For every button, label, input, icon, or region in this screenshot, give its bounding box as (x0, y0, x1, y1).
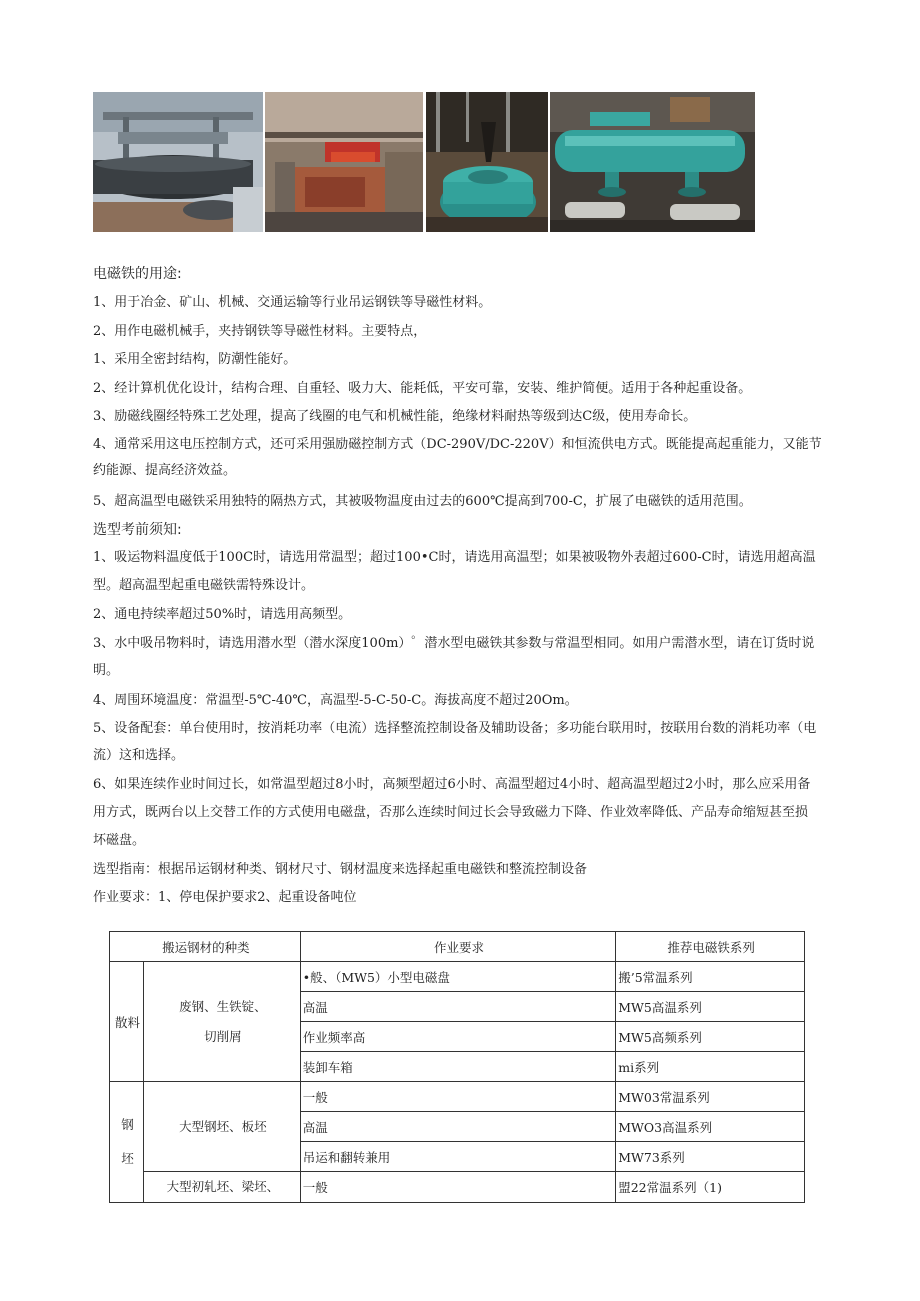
table-row (110, 1082, 805, 1112)
selection-guide: 选型指南：根据吊运钢材种类、钢材尺寸、钢材温度来选择起重电磁铁和整流控制设备 (93, 862, 588, 877)
feature-line: 3、励磁线圈经特殊工艺处理，提高了线圈的电气和机械性能，绝缘材料耐热等级到达C级，使用寿命长。 (93, 409, 697, 424)
recommendation-cell: 盟22常温系列（1) (616, 1172, 805, 1203)
usage-title: 电磁铁的用途: (93, 266, 182, 282)
usage-line: 2、用作电磁机械手，夹持钢铁等导磁性材料。主要特点， (93, 324, 427, 339)
note-line-cont: 明。 (93, 663, 120, 678)
category-label: 钢 (121, 1117, 134, 1132)
feature-line: 2、经计算机优化设计，结构合理、自重轻、吸力大、能耗低，平安可靠，安装、维护简便。适用于各种起重设备。 (93, 381, 752, 396)
material-line: 废钢、生铁锭、 (179, 998, 267, 1014)
photo-strip (93, 92, 755, 232)
recommendation-cell: MW03常温系列 (616, 1082, 805, 1112)
header-material-type: 搬运钢材的种类 (110, 932, 301, 962)
notes-title: 选型考前须知: (93, 522, 182, 538)
requirement-cell: 高温 (300, 1112, 616, 1142)
note-line-cont: 型。超高温型起重电磁铁需特殊设计。 (93, 578, 315, 593)
category-label: 坯 (121, 1151, 134, 1166)
note-line: 2、通电持续率超过50%时，请选用高频型。 (93, 607, 352, 622)
feature-line: 1、采用全密封结构，防潮性能好。 (93, 352, 297, 367)
requirement-cell: 一般 (300, 1082, 616, 1112)
rectangular-magnet-photo (550, 92, 755, 232)
category-cell (110, 1082, 144, 1203)
selection-table (109, 931, 805, 1203)
recommendation-cell: MW5高温系列 (616, 992, 805, 1022)
material-cell (143, 962, 300, 1082)
category-label: 散料 (114, 1014, 140, 1030)
feature-line: 4、通常采用这电压控制方式，还可采用强励磁控制方式（DC-290V/DC-220V）和恒流供电方式。既能提高起重能力，又能节 (93, 437, 822, 452)
note-line: 3、水中吸吊物料时，请选用潜水型（潜水深度100m）゜潜水型电磁铁其参数与常温型相同。如用户需潜水型，请在订货时说 (93, 636, 815, 651)
work-requirements: 作业要求：1、停电保护要求2、起重设备吨位 (93, 890, 357, 905)
header-recommended-series: 推荐电磁铁系列 (616, 932, 805, 962)
note-line: 5、设备配套：单台使用时，按消耗功率（电流）选择整流控制设备及辅助设备；多功能台联用时，按联用台数的消耗功率（电 (93, 721, 817, 736)
feature-line: 5、超高温型电磁铁采用独特的隔热方式，其被吸物温度由过去的600℃提高到700-C，扩展了电磁铁的适用范围。 (93, 494, 752, 509)
note-line-cont: 用方式，既两台以上交替工作的方式使用电磁盘，否那么连续时间过长会导致磁力下降、作业效率降低、产品寿命缩短甚至损 (93, 805, 809, 820)
category-cell (110, 962, 144, 1082)
feature-line-cont: 约能源、提高经济效益。 (93, 463, 237, 478)
recommendation-cell: 搬’5常温系列 (616, 962, 805, 992)
requirement-cell: 作业频率高 (300, 1022, 616, 1052)
recommendation-cell: MWO3高温系列 (616, 1112, 805, 1142)
note-line-cont: 流）这和选择。 (93, 748, 185, 763)
requirement-cell: •般、（MW5）小型电磁盘 (300, 962, 616, 992)
note-line: 6、如果连续作业时间过长，如常温型超过8小时，高频型超过6小时、高温型超过4小时、超高温型超过2小时，那么应采用备 (93, 777, 811, 792)
usage-line: 1、用于冶金、矿山、机械、交通运输等行业吊运钢铁等导磁性材料。 (93, 295, 492, 310)
requirement-cell: 一般 (300, 1172, 616, 1203)
header-work-requirement: 作业要求 (300, 932, 616, 962)
material-line: 切削屑 (204, 1028, 242, 1044)
workshop-magnet-photo (265, 92, 423, 232)
recommendation-cell: MW5高频系列 (616, 1022, 805, 1052)
crane-lifting-pipe-photo (93, 92, 263, 232)
table-row (110, 962, 805, 992)
note-line: 4、周围环境温度：常温型-5℃-40℃，高温型-5-C-50-C。海拔高度不超过20Om。 (93, 693, 578, 708)
note-line: 1、吸运物料温度低于100C时，请选用常温型；超过100•C时，请选用高温型；如果被吸物外表超过600-C时，请选用超高温 (93, 550, 816, 565)
recommendation-cell: mi系列 (616, 1052, 805, 1082)
note-line-cont: 坏磁盘。 (93, 833, 146, 848)
table-row (110, 1172, 805, 1203)
recommendation-cell: MW73系列 (616, 1142, 805, 1172)
material-cell: 大型钢坯、板坯 (143, 1082, 300, 1172)
requirement-cell: 吊运和翻转兼用 (300, 1142, 616, 1172)
material-cell: 大型初轧坯、梁坯、 (143, 1172, 300, 1203)
requirement-cell: 装卸车箱 (300, 1052, 616, 1082)
table-header-row (110, 932, 805, 962)
round-magnet-photo (426, 92, 548, 232)
requirement-cell: 高温 (300, 992, 616, 1022)
